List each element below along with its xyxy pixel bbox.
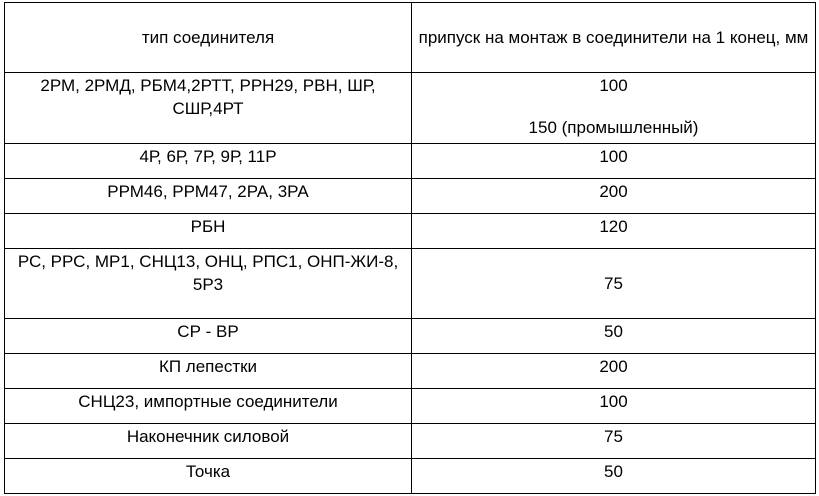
- allowance-cell: 200: [412, 354, 816, 389]
- header-allowance: припуск на монтаж в соединители на 1 конец, мм: [412, 3, 816, 73]
- allowance-cell: 50: [412, 319, 816, 354]
- table-row: [5, 354, 816, 389]
- connector-type-cell: РРМ46, РРМ47, 2РА, 3РА: [5, 179, 412, 214]
- allowance-spacer: [416, 97, 811, 116]
- allowance-cell: 200: [412, 179, 816, 214]
- table-row: [5, 389, 816, 424]
- table-row: [5, 73, 816, 144]
- allowance-cell: 100: [412, 144, 816, 179]
- table-row: [5, 459, 816, 494]
- allowance-cell: [412, 73, 816, 144]
- allowance-cell: 75: [412, 424, 816, 459]
- connector-type-cell: 4Р, 6Р, 7Р, 9Р, 11Р: [5, 144, 412, 179]
- connector-type-cell: СНЦ23, импортные соединители: [5, 389, 412, 424]
- connector-type-cell: Точка: [5, 459, 412, 494]
- table-row: [5, 144, 816, 179]
- table-header-row: [5, 3, 816, 73]
- table-row: [5, 214, 816, 249]
- allowance-cell: 120: [412, 214, 816, 249]
- header-connector-type: тип соединителя: [5, 3, 412, 73]
- allowance-table: [4, 2, 816, 494]
- allowance-value: 100: [599, 76, 628, 95]
- connector-type-cell: 2РМ, 2РМД, РБМ4,2РТТ, РРН29, РВН, ШР, СШР,4РТ: [5, 73, 412, 144]
- allowance-cell: 75: [412, 249, 816, 319]
- allowance-cell: 100: [412, 389, 816, 424]
- allowance-value-industrial: 150 (промышленный): [528, 118, 699, 137]
- allowance-cell: 50: [412, 459, 816, 494]
- connector-type-cell: КП лепестки: [5, 354, 412, 389]
- table-row: [5, 319, 816, 354]
- table-row: [5, 424, 816, 459]
- table-row: [5, 179, 816, 214]
- table-row: [5, 249, 816, 319]
- connector-type-cell: РБН: [5, 214, 412, 249]
- connector-type-cell: СР - ВР: [5, 319, 412, 354]
- connector-type-cell: РС, РРС, МР1, СНЦ13, ОНЦ, РПС1, ОНП-ЖИ-8, 5Р3: [5, 249, 412, 319]
- connector-type-cell: Наконечник силовой: [5, 424, 412, 459]
